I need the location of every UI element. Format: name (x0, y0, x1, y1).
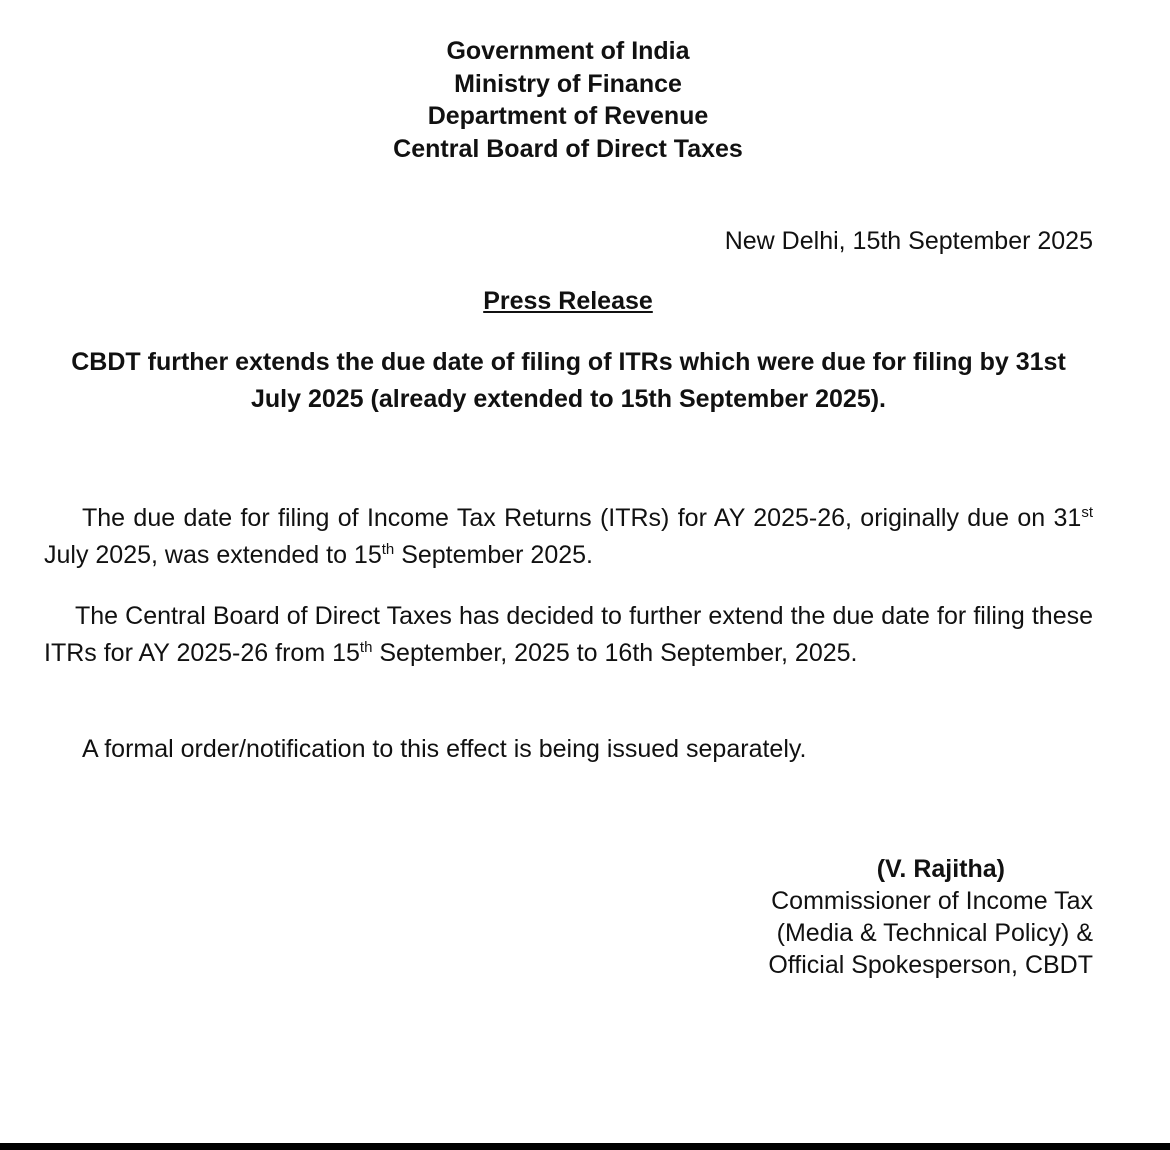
headline: CBDT further extends the due date of filing of ITRs which were due for filing by 31st July 2025 (already extended to 15th September 2025). (71, 348, 1066, 413)
paragraph-2-text-a: The Central Board of Direct Taxes has decided to further extend the due date for filing these ITRs for AY 2025-26 from 15 (44, 602, 1093, 667)
paragraph-1-sup-b: th (381, 541, 395, 558)
signatory-title-line-3: Official Spokesperson, CBDT (768, 951, 1093, 979)
letterhead (0, 35, 1136, 165)
paragraph-1 (44, 500, 1093, 574)
press-release-title: Press Release (483, 287, 653, 315)
signatory-title-line-1: Commissioner of Income Tax (771, 887, 1093, 915)
paragraph-1-text-c: September 2025. (394, 541, 593, 569)
letterhead-board: Central Board of Direct Taxes (393, 134, 743, 163)
letterhead-ministry: Ministry of Finance (454, 69, 682, 98)
letterhead-department: Department of Revenue (427, 102, 709, 130)
paragraph-1-text-b: July 2025, was extended to 15 (44, 541, 382, 569)
signature-block (673, 853, 1093, 981)
signatory-name: (V. Rajitha) (876, 855, 1005, 883)
signatory-title-line-2: (Media & Technical Policy) & (776, 919, 1093, 947)
paragraph-2-text-b: September, 2025 to 16th September, 2025. (372, 639, 858, 667)
letterhead-government: Government of India (446, 37, 690, 65)
bottom-rule (0, 1143, 1170, 1150)
paragraph-1-sup-a: st (1081, 504, 1093, 521)
paragraph-3: A formal order/notification to this effect is being issued separately. (82, 735, 807, 763)
dateline: New Delhi, 15th September 2025 (724, 227, 1093, 255)
paragraph-1-text-a: The due date for filing of Income Tax Returns (ITRs) for AY 2025-26, originally due on 31 (82, 504, 1082, 532)
paragraph-2 (44, 598, 1093, 672)
paragraph-2-sup-a: th (359, 639, 373, 656)
